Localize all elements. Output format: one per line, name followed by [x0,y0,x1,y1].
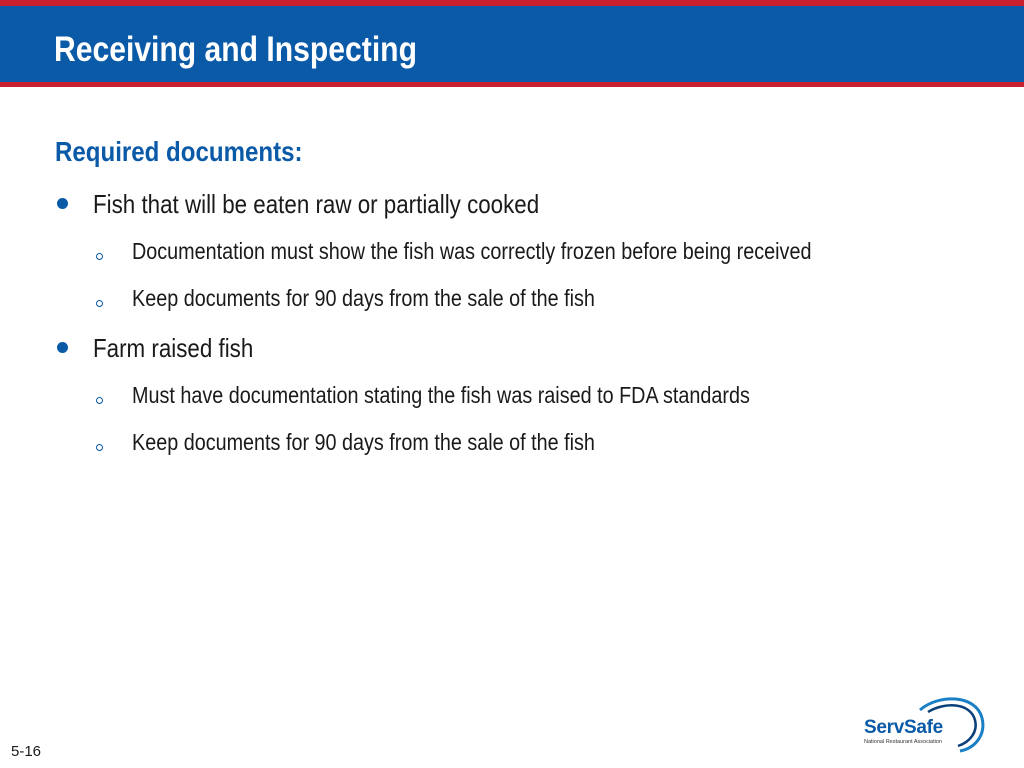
sub-bullet-text: Keep documents for 90 days from the sale of the fish [132,429,595,455]
section-heading: Required documents: [55,136,303,167]
bullet-icon [57,198,68,209]
sub-bullet-text: Keep documents for 90 days from the sale of the fish [132,285,595,311]
sub-bullet-text: Must have documentation stating the fish was raised to FDA standards [132,382,750,408]
sub-bullet-icon [96,300,103,307]
bullet-text: Farm raised fish [93,333,254,363]
sub-bullet-icon [96,253,103,260]
sub-bullet-text: Documentation must show the fish was correctly frozen before being received [132,238,812,264]
logo-serv: Serv [864,717,905,738]
bullet-icon [57,342,68,353]
logo-safe: Safe [904,717,943,738]
sub-bullet-icon [96,397,103,404]
sub-bullet-icon [96,444,103,451]
slide-title: Receiving and Inspecting [54,30,417,69]
logo-subtitle: National Restaurant Association [864,739,942,745]
logo-wordmark [864,718,943,737]
bullet-text: Fish that will be eaten raw or partially cooked [93,189,540,219]
servsafe-logo [858,696,990,754]
slide-number: 5-16 [11,743,42,760]
